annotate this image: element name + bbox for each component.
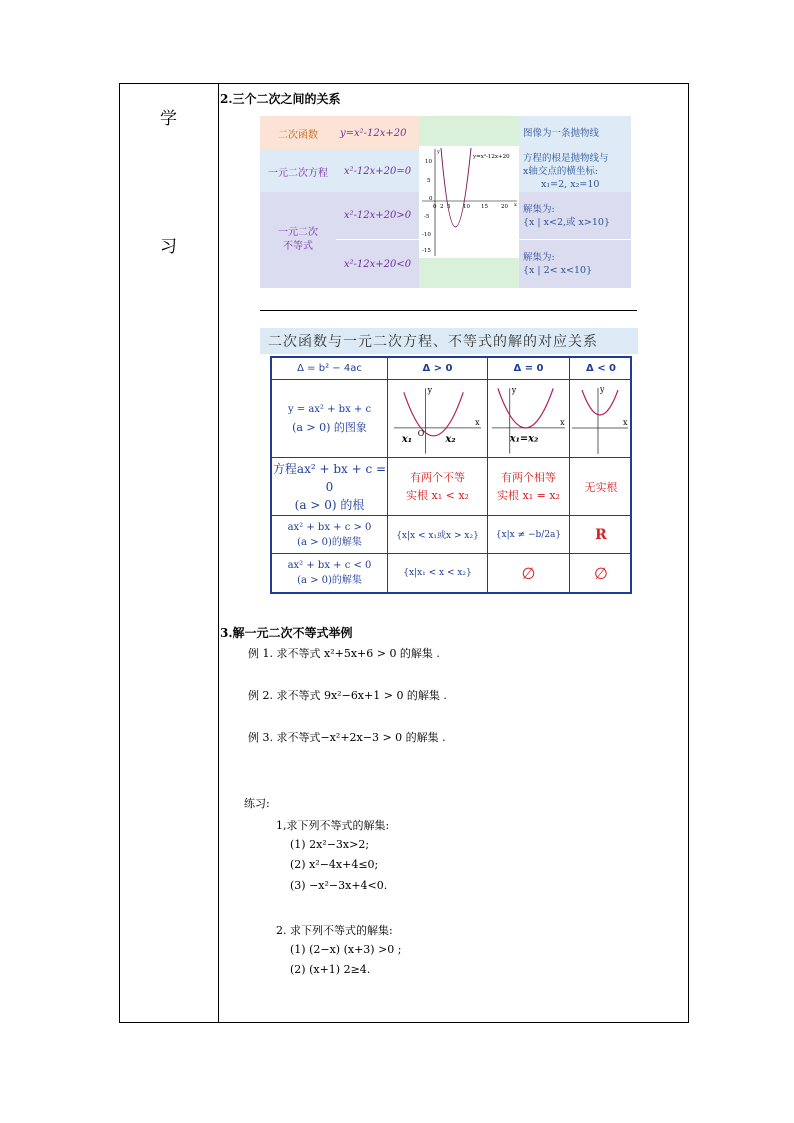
side-char-practice: 习	[160, 237, 177, 257]
side-char-study: 学	[160, 109, 177, 129]
note-roots-line1: 方程的根是抛物线与	[523, 152, 609, 164]
graph-no-root	[570, 380, 632, 458]
graph-delta-neg	[570, 380, 632, 458]
note-roots-line2: x轴交点的横坐标:	[523, 165, 599, 177]
graph-one-root	[488, 380, 569, 458]
xtick: 2	[440, 204, 444, 210]
graph-x-label: x	[514, 202, 517, 208]
roots-equal-b: 实根 x₁ = x₂	[497, 488, 560, 502]
gt-label-b: (a > 0)的解集	[297, 536, 362, 548]
practice-2b: (2) (x+1) 2≥4.	[290, 963, 371, 976]
axis-x-label: x	[623, 417, 628, 427]
practice-2-title: 2. 求下列不等式的解集:	[276, 924, 393, 937]
lt-label-b: (a > 0)的解集	[297, 575, 362, 586]
practice-1b: (2) x²−4x+4≤0;	[290, 858, 379, 871]
ytick: -15	[422, 248, 431, 254]
correspondence-table	[270, 356, 632, 594]
graph-footer	[419, 258, 519, 288]
graph-two-roots	[388, 380, 487, 458]
graph-label-a: y = ax² + bx + c	[287, 403, 372, 415]
gt-set-all-reals: R	[570, 516, 632, 554]
separator-line	[260, 310, 637, 311]
correspondence-banner: 二次函数与一元二次方程、不等式的解的对应关系	[260, 328, 638, 354]
graph-label-b: (a > 0) 的图象	[292, 420, 367, 434]
practice-1a: (1) 2x²−3x>2;	[290, 838, 370, 851]
header-delta: Δ = b² − 4ac	[272, 358, 388, 380]
row-gt-label	[272, 516, 388, 554]
note-lt-solution	[519, 240, 631, 288]
gt-set-two-roots: {x|x < x₁或x > x₂}	[388, 516, 488, 554]
graph-delta-zero	[488, 380, 570, 458]
practice-heading: 练习:	[244, 797, 270, 810]
inequality-label-b: 不等式	[283, 241, 313, 252]
xtick: 0	[433, 204, 437, 210]
parabola-graph	[419, 146, 519, 258]
equation-expr: x²-12x+20=0	[336, 150, 419, 192]
header-delta-pos: Δ > 0	[388, 358, 488, 380]
section2-heading: 2.三个二次之间的关系	[220, 92, 341, 106]
row-roots-label	[272, 458, 388, 516]
note-lt-label: 解集为:	[523, 252, 555, 263]
row-label-equation: 一元二次方程	[260, 150, 336, 192]
function-expr: y=x²-12x+20	[336, 116, 419, 150]
xtick: 5	[447, 204, 451, 210]
xtick: 10	[463, 204, 470, 210]
inequality-gt-expr: x²-12x+20>0	[336, 192, 419, 240]
axis-y-label: y	[600, 384, 605, 394]
ytick: 0	[429, 196, 433, 202]
lt-set-empty-2: ∅	[594, 563, 608, 583]
lt-set-empty-1: ∅	[488, 554, 570, 592]
inequality-label-a: 一元二次	[278, 227, 318, 238]
row-label-inequality	[260, 192, 336, 288]
axis-x-label: x	[560, 417, 565, 427]
graph-y-label: y	[437, 149, 440, 155]
origin-label: O	[417, 428, 425, 438]
note-gt-label: 解集为:	[523, 203, 555, 215]
example-2: 例 2. 求不等式 9x²−6x+1 > 0 的解集 .	[248, 689, 447, 702]
gt-set-one-root: {x|x ≠ −b/2a}	[488, 516, 570, 554]
roots-two-equal	[488, 458, 570, 516]
graph-delta-pos	[388, 380, 488, 458]
graph-header	[419, 116, 519, 146]
roots-label-b: (a > 0) 的根	[294, 497, 365, 512]
lt-label-a: ax² + bx + c < 0	[287, 560, 372, 571]
roots-none: 无实根	[570, 458, 632, 516]
xtick: 15	[481, 204, 488, 210]
graph-area	[419, 146, 519, 258]
xtick: 20	[501, 204, 508, 210]
note-roots-line3: x₁=2, x₂=10	[541, 178, 600, 190]
root-x1-label: x₁	[401, 433, 413, 445]
header-delta-neg: Δ < 0	[570, 358, 632, 380]
header-delta-zero: Δ = 0	[488, 358, 570, 380]
axis-y-label: y	[511, 384, 517, 394]
gt-label-a: ax² + bx + c > 0	[287, 521, 372, 533]
note-graph: 图像为一条抛物线	[519, 116, 631, 150]
roots-two-distinct	[388, 458, 488, 516]
graph-curve-label: y=x²-12x+20	[473, 154, 510, 160]
root-x2-label: x₂	[445, 433, 456, 445]
three-quadratics-table	[260, 116, 631, 288]
roots-label-a: 方程ax² + bx + c = 0	[272, 461, 387, 494]
row-graph-label	[272, 380, 388, 458]
inequality-lt-expr: x²-12x+20<0	[336, 240, 419, 288]
row-lt-label	[272, 554, 388, 592]
row-label-function: 二次函数	[260, 116, 336, 150]
practice-1c: (3) −x²−3x+4<0.	[290, 879, 388, 892]
lt-set-two-roots: {x|x₁ < x < x₂}	[388, 554, 488, 592]
note-gt-solution	[519, 192, 631, 240]
ytick: 10	[425, 159, 432, 165]
column-divider	[218, 83, 219, 1023]
note-roots	[519, 150, 631, 192]
example-3: 例 3. 求不等式−x²+2x−3 > 0 的解集 .	[248, 731, 446, 744]
roots-two-a: 有两个不等	[410, 470, 465, 484]
double-root-label: x₁=x₂	[509, 433, 539, 445]
ytick: -5	[424, 214, 430, 220]
practice-2a: (1) (2−x) (x+3) >0 ;	[290, 943, 402, 956]
axis-y-label: y	[427, 384, 433, 394]
ytick: 5	[427, 178, 431, 184]
example-1: 例 1. 求不等式 x²+5x+6 > 0 的解集 .	[248, 647, 440, 660]
ytick: -10	[422, 232, 431, 238]
roots-equal-a: 有两个相等	[501, 470, 556, 484]
roots-two-b: 实根 x₁ < x₂	[406, 488, 469, 502]
section3-heading: 3.解一元二次不等式举例	[220, 626, 353, 640]
note-gt-set: {x | x<2,或 x>10}	[523, 216, 610, 228]
note-lt-set: {x | 2< x<10}	[523, 265, 593, 276]
practice-1-title: 1,求下列不等式的解集:	[276, 819, 390, 832]
axis-x-label: x	[475, 417, 480, 427]
